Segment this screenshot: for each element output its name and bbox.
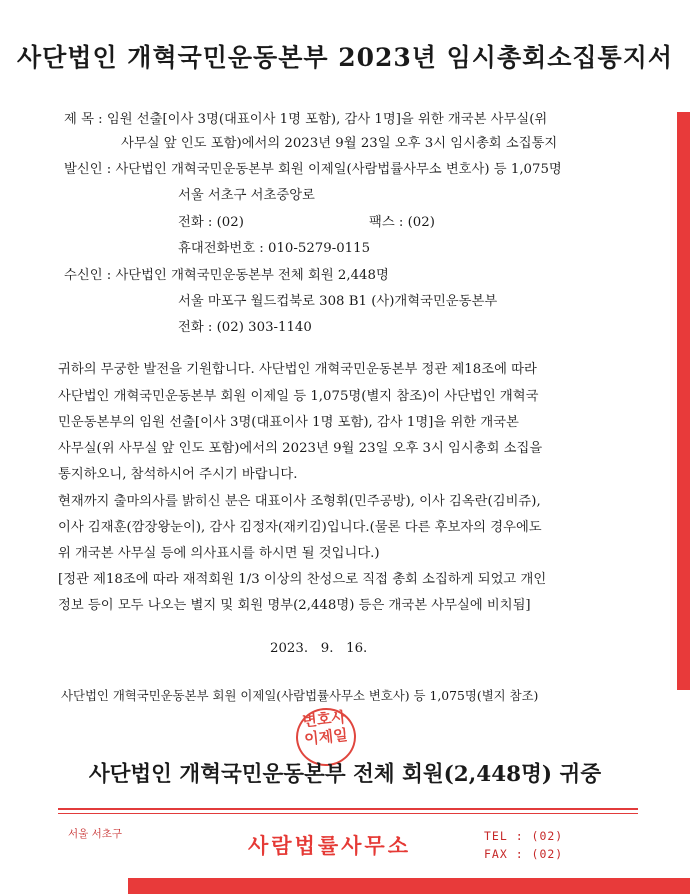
recipient-address: 서울 마포구 월드컵북로 308 B1 (사)개혁국민운동본부 xyxy=(178,294,498,309)
seal-text-line: 변호사 xyxy=(301,707,347,731)
recipient-line: 수신인 : 사단법인 개혁국민운동본부 전체 회원 2,448명 xyxy=(64,268,389,283)
right-red-margin-bar xyxy=(677,112,690,690)
body-line: [정관 제18조에 따라 재적회원 1/3 이상의 찬성으로 직접 총회 소집하게 되었고 개인 xyxy=(58,572,547,587)
seal-text-line: 이제일 xyxy=(303,725,349,749)
recipient-phone: 전화 : (02) 303-1140 xyxy=(178,320,312,335)
sender-line: 발신인 : 사단법인 개혁국민운동본부 회원 이제일(사람법률사무소 변호사) 등 1,075명 xyxy=(64,162,562,177)
sender-mobile: 휴대전화번호 : 010-5279-0115 xyxy=(178,241,371,256)
body-line: 귀하의 무궁한 발전을 기원합니다. 사단법인 개혁국민운동본부 정관 제18조에 따라 xyxy=(58,362,537,377)
body-line: 민운동본부의 임원 선출[이사 3명(대표이사 1명 포함), 감사 1명]을 위한 개국본 xyxy=(58,415,519,430)
body-line: 정보 등이 모두 나오는 별지 및 회원 명부(2,448명) 등은 개국본 사무실에 비치됨] xyxy=(58,598,531,613)
subject-line-2: 사무실 앞 인도 포함)에서의 2023년 9월 23일 오후 3시 임시총회 소집통지 xyxy=(121,136,558,151)
footer-address: 서울 서초구 xyxy=(68,828,123,840)
salutation: 사단법인 개혁국민운동본부 전체 회원(2,448명) 귀중 xyxy=(88,762,602,787)
footer-firm-name: 사람법률사무소 xyxy=(248,834,412,858)
sender-fax: 팩스 : (02) xyxy=(369,215,435,230)
sender-phone: 전화 : (02) xyxy=(178,215,244,230)
footer-red-bar xyxy=(128,878,690,894)
footer-fax: FAX : (02) xyxy=(484,847,564,861)
body-line: 통지하오니, 참석하시어 주시기 바랍니다. xyxy=(58,467,298,482)
notice-date: 2023. 9. 16. xyxy=(270,641,368,656)
sender-address: 서울 서초구 서초중앙로 xyxy=(178,188,315,203)
body-line: 현재까지 출마의사를 밝히신 분은 대표이사 조형휘(민주공방), 이사 김옥란(김비쥬), xyxy=(58,494,541,509)
body-line: 이사 김재훈(깜장왕눈이), 감사 김정자(재키김)입니다.(물론 다른 후보자의 경우에도 xyxy=(58,520,542,535)
footer-rule-thin xyxy=(58,813,638,814)
body-line: 위 개국본 사무실 등에 의사표시를 하시면 될 것입니다.) xyxy=(58,546,380,561)
subject-line-1: 제 목 : 임원 선출[이사 3명(대표이사 1명 포함), 감사 1명]을 위한 개국본 사무실(위 xyxy=(64,112,548,127)
footer-tel: TEL : (02) xyxy=(484,829,564,843)
document-title: 사단법인 개혁국민운동본부 2023년 임시총회소집통지서 xyxy=(17,43,673,72)
signature-line: 사단법인 개혁국민운동본부 회원 이제일(사람법률사무소 변호사) 등 1,075명(별지 참조) xyxy=(61,688,539,703)
body-line: 사단법인 개혁국민운동본부 회원 이제일 등 1,075명(별지 참조)이 사단법인 개혁국 xyxy=(58,389,539,404)
footer-rule-top xyxy=(58,808,638,810)
body-line: 사무실(위 사무실 앞 인도 포함)에서의 2023년 9월 23일 오후 3시 임시총회 소집을 xyxy=(58,441,543,456)
